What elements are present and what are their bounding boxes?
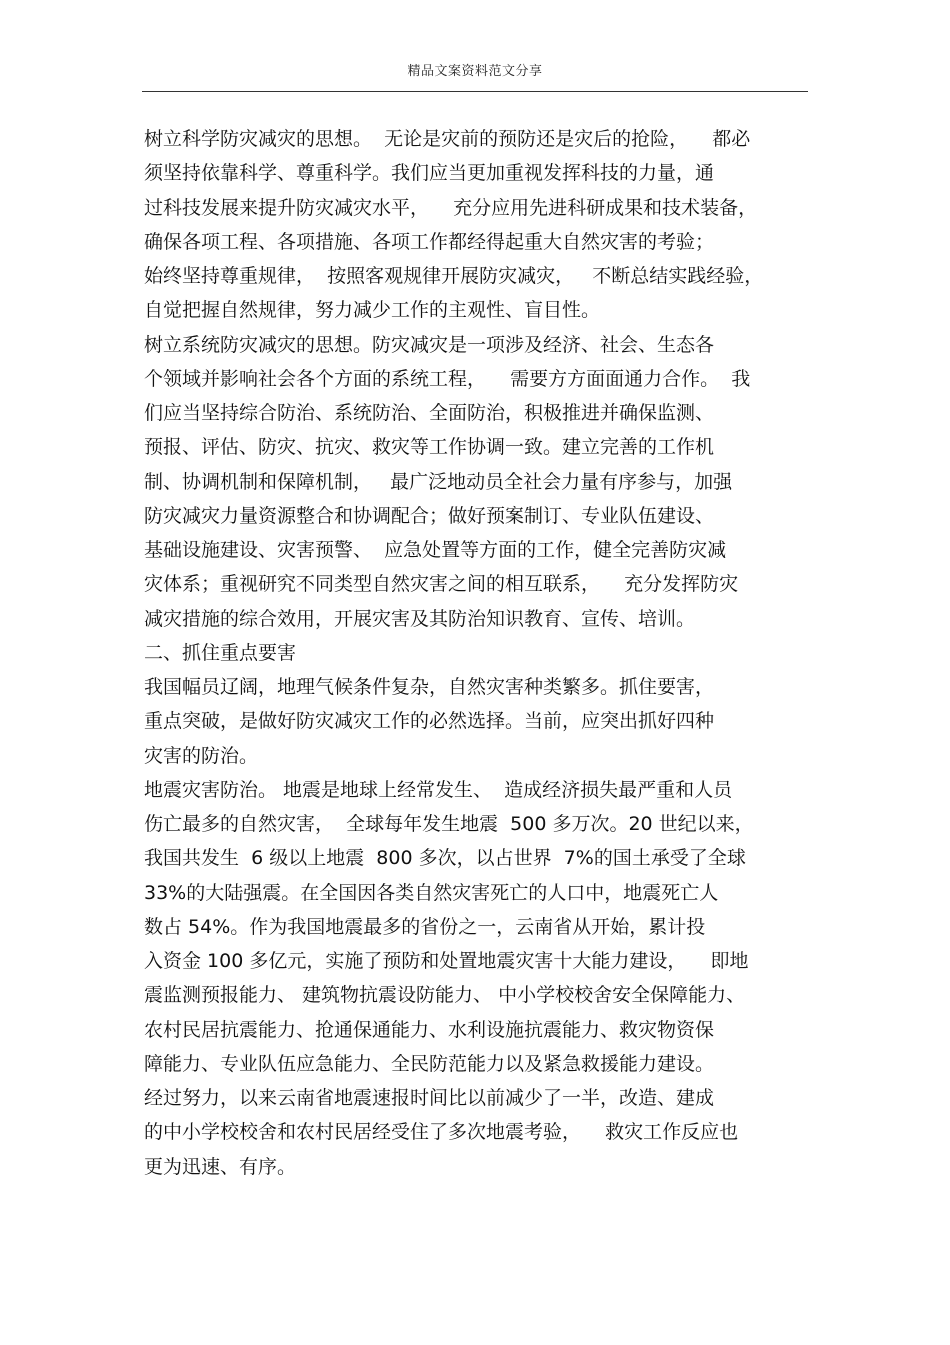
- text-line: 确保各项工程、各项措施、各项工作都经得起重大自然灾害的考验；: [144, 230, 715, 253]
- text-line: 须坚持依靠科学、尊重科学。我们应当更加重视发挥科技的力量，通: [144, 162, 715, 185]
- text-line: 我国幅员辽阔，地理气候条件复杂，自然灾害种类繁多。抓住要害，: [144, 676, 715, 698]
- text-line: 个领域并影响社会各个方面的系统工程， 需要方方面面通力合作。 我: [144, 367, 751, 390]
- text-line: 震监测预报能力、 建筑物抗震设防能力、 中小学校校舍安全保障能力、: [144, 984, 746, 1007]
- page-header-title: 精品文案资料范文分享: [407, 64, 543, 79]
- text-line: 减灾措施的综合效用，开展灾害及其防治知识教育、宣传、培训。: [144, 607, 696, 630]
- section-heading: 二、抓住重点要害: [144, 641, 297, 664]
- text-line: 自觉把握自然规律，努力减少工作的主观性、盲目性。: [144, 299, 601, 322]
- text-line: 障能力、专业队伍应急能力、全民防范能力以及紧急救援能力建设。: [144, 1052, 715, 1075]
- text-line: 经过努力，以来云南省地震速报时间比以前减少了一半，改造、建成: [144, 1087, 715, 1109]
- text-line: 们应当坚持综合防治、系统防治、全面防治，积极推进并确保监测、: [144, 402, 715, 424]
- text-line: 入资金 100 多亿元，实施了预防和处置地震灾害十大能力建设， 即地: [144, 950, 749, 972]
- text-line: 重点突破，是做好防灾减灾工作的必然选择。当前，应突出抓好四种: [144, 710, 715, 733]
- text-line: 灾害的防治。: [144, 744, 259, 767]
- text-line: 灾体系；重视研究不同类型自然灾害之间的相互联系， 充分发挥防灾: [144, 573, 739, 596]
- text-line: 地震灾害防治。 地震是地球上经常发生、 造成经济损失最严重和人员: [144, 778, 733, 801]
- text-line: 树立科学防灾减灾的思想。 无论是灾前的预防还是灾后的抢险， 都必: [144, 128, 751, 150]
- text-line: 过科技发展来提升防灾减灾水平， 充分应用先进科研成果和技术装备，: [144, 196, 758, 219]
- text-line: 树立系统防灾减灾的思想。防灾减灾是一项涉及经济、社会、生态各: [144, 333, 715, 356]
- text-line: 基础设施建设、灾害预警、 应急处置等方面的工作，健全完善防灾减: [144, 539, 727, 561]
- text-line: 预报、评估、防灾、抗灾、救灾等工作协调一致。建立完善的工作机: [144, 436, 715, 459]
- document-body: [144, 122, 816, 1184]
- text-line: 制、协调机制和保障机制， 最广泛地动员全社会力量有序参与，加强: [144, 470, 733, 493]
- text-line: 33%的大陆强震。在全国因各类自然灾害死亡的人口中，地震死亡人: [144, 881, 719, 904]
- text-line: 更为迅速、有序。: [144, 1155, 297, 1178]
- text-line: 始终坚持尊重规律， 按照客观规律开展防灾减灾， 不断总结实践经验，: [144, 265, 764, 287]
- header-divider: [142, 91, 808, 92]
- text-line: 伤亡最多的自然灾害， 全球每年发生地震 500 多万次。20 世纪以来，: [144, 813, 754, 835]
- text-line: 农村民居抗震能力、抢通保通能力、水利设施抗震能力、救灾物资保: [144, 1018, 715, 1041]
- text-line: 防灾减灾力量资源整合和协调配合；做好预案制订、专业队伍建设、: [144, 504, 715, 527]
- text-line: 我国共发生 6 级以上地震 800 多次，以占世界 7%的国土承受了全球: [144, 847, 746, 870]
- text-line: 的中小学校校舍和农村民居经受住了多次地震考验， 救灾工作反应也: [144, 1121, 739, 1144]
- text-line: 数占 54%。作为我国地震最多的省份之一，云南省从开始，累计投: [144, 915, 706, 938]
